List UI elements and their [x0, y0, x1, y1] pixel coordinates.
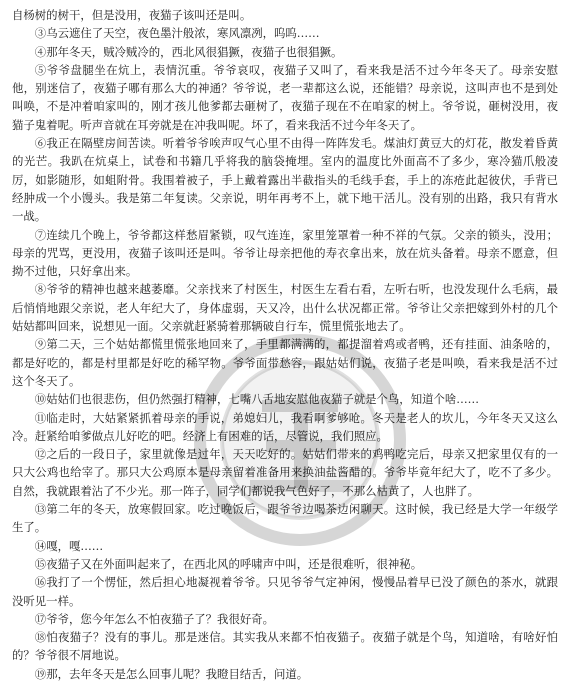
paragraph-9: ⑨第二天，三个姑姑都慌里慌张地回来了，手里都满满的，都提溜着鸡或者鸭，还有挂面、油条啥的，都是好吃的，都是村里都是好吃的稀罕物。爷爷面带愁容，跟姑姑们说，夜猫子老是叫唤，看来我是活不过这个冬天了。 [12, 337, 558, 388]
paragraph-11: ⑪临走时，大姑紧紧抓着母亲的手说，弟媳妇儿，我看啊爹够呛。冬天是老人的坎儿，今年冬天又这么冷。赶紧给咱爹做点儿好吃的吧。经济上有困难的话，尽管说，我们照应。 [12, 410, 558, 443]
paragraph-6: ⑥我正在隔壁房间苦读。听着爷爷唉声叹气心里不由得一阵阵发毛。煤油灯黄豆大的灯花，散发着昏黄的光芒。我趴在炕桌上，试卷和书籍几乎将我的脑袋掩埋。室内的温度比外面高不了多少，寒冷猫爪般凌厉，如影随形，如蛆附骨。我围着被子，手上戴着露出半截指头的毛线手套，手上的冻疮此起彼伏，手背已经肿成一个小馒头。我是第二年复读。父亲说，明年再考不上，就下地干活儿。没有别的出路，我只有背水一战。 [12, 136, 558, 224]
paragraph-16: ⑯我打了一个愣怔，然后担心地凝视着爷爷。只见爷爷气定神闲，慢慢品着早已没了颜色的茶水，就跟没听见一样。 [12, 575, 558, 608]
paragraph-continuation: 自杨树的树干，但是没用，夜猫子该叫还是叫。 [12, 8, 252, 22]
paragraph-14: ⑭嘎，嘎…… [34, 538, 104, 553]
paragraph-5: ⑤爷爷盘腿坐在炕上，表情沉重。爷爷哀叹，夜猫子又叫了，看来我是活不过今年冬天了。母亲安慰他，别迷信了，夜猫子哪有那么大的神通？爷爷说，老一辈都这么说，还能错？母亲说，这叫声也不是到处叫唤，不是冲着咱家叫的，刚才孩儿他爹都去砸树了，夜猫子现在不在咱家的树上。爷爷说，砸树没用，夜猫子鬼着呢。听声音就在耳旁就是在冲我叫呢。坏了，看来我活不过今年冬天了。 [12, 62, 558, 132]
paragraph-17: ⑰爷爷，您今年怎么不怕夜猫子了？我很好奇。 [34, 611, 275, 626]
paragraph-19: ⑲那，去年冬天是怎么回事儿呢？我瞪目结舌，问道。 [34, 666, 309, 681]
paragraph-8: ⑧爷爷的精神也越来越萎靡。父亲找来了村医生，村医生左看右看，左听右听，也没发现什么毛病，最后悄悄地跟父亲说，老人年纪大了，身体虚弱，天又冷，出什么状况都正常。爷爷让父亲把嫁到外村的几个姑姑都叫回来，说想见一面。父亲就赶紧骑着那辆破自行车，慌里慌张地去了。 [12, 282, 558, 334]
paragraph-15: ⑮夜猫子又在外面叫起来了，在西北风的呼啸声中叫，还是很难听，很神秘。 [34, 556, 423, 571]
paragraph-7: ⑦连续几个晚上，爷爷都这样愁眉紧锁，叹气连连，家里笼罩着一种不祥的气氛。父亲的锁头，没用；母亲的咒骂，更没用，夜猫子该叫还是叫。爷爷让母亲把他的寿衣拿出来，放在炕头备着。母亲不愿意，但拗不过他，只好拿出来。 [12, 227, 558, 279]
paragraph-4: ④那年冬天，贼冷贼冷的，西北风很猖獗，夜猫子也很猖獗。 [34, 44, 343, 59]
paragraph-18: ⑱怕夜猫子？没有的事儿。那是迷信。其实我从来都不怕夜猫子。夜猫子就是个鸟，知道啥，有啥好怕的？爷爷很不屑地说。 [12, 630, 558, 663]
paragraph-13: ⑬第二年的冬天，放寒假回家。吃过晚饭后，跟爷爷边喝茶边闲聊天。这时候，我已经是大学一年级学生了。 [12, 502, 558, 535]
document-page [12, 6, 558, 686]
paragraph-10: ⑩姑姑们也很悲伤，但仍然强打精神，七嘴八舌地安慰他夜猫子就是个鸟，知道个啥…… [34, 392, 480, 407]
paragraph-12: ⑫之后的一段日子，家里就像是过年，天天吃好的。姑姑们带来的鸡鸭吃完后，母亲又把家里仅有的一只大公鸡也给宰了。那只大公鸡原本是母亲留着准备用来换油盐酱醋的。爷爷毕竟年纪大了，吃不了多少。自然，我就跟着沾了不少光。那一阵子，同学们都说我气色好了，不那么枯黄了，人也胖了。 [12, 447, 558, 498]
paragraph-3: ③乌云遮住了天空，夜色墨汁般浓，寒风凛冽，呜呜…… [34, 26, 320, 41]
